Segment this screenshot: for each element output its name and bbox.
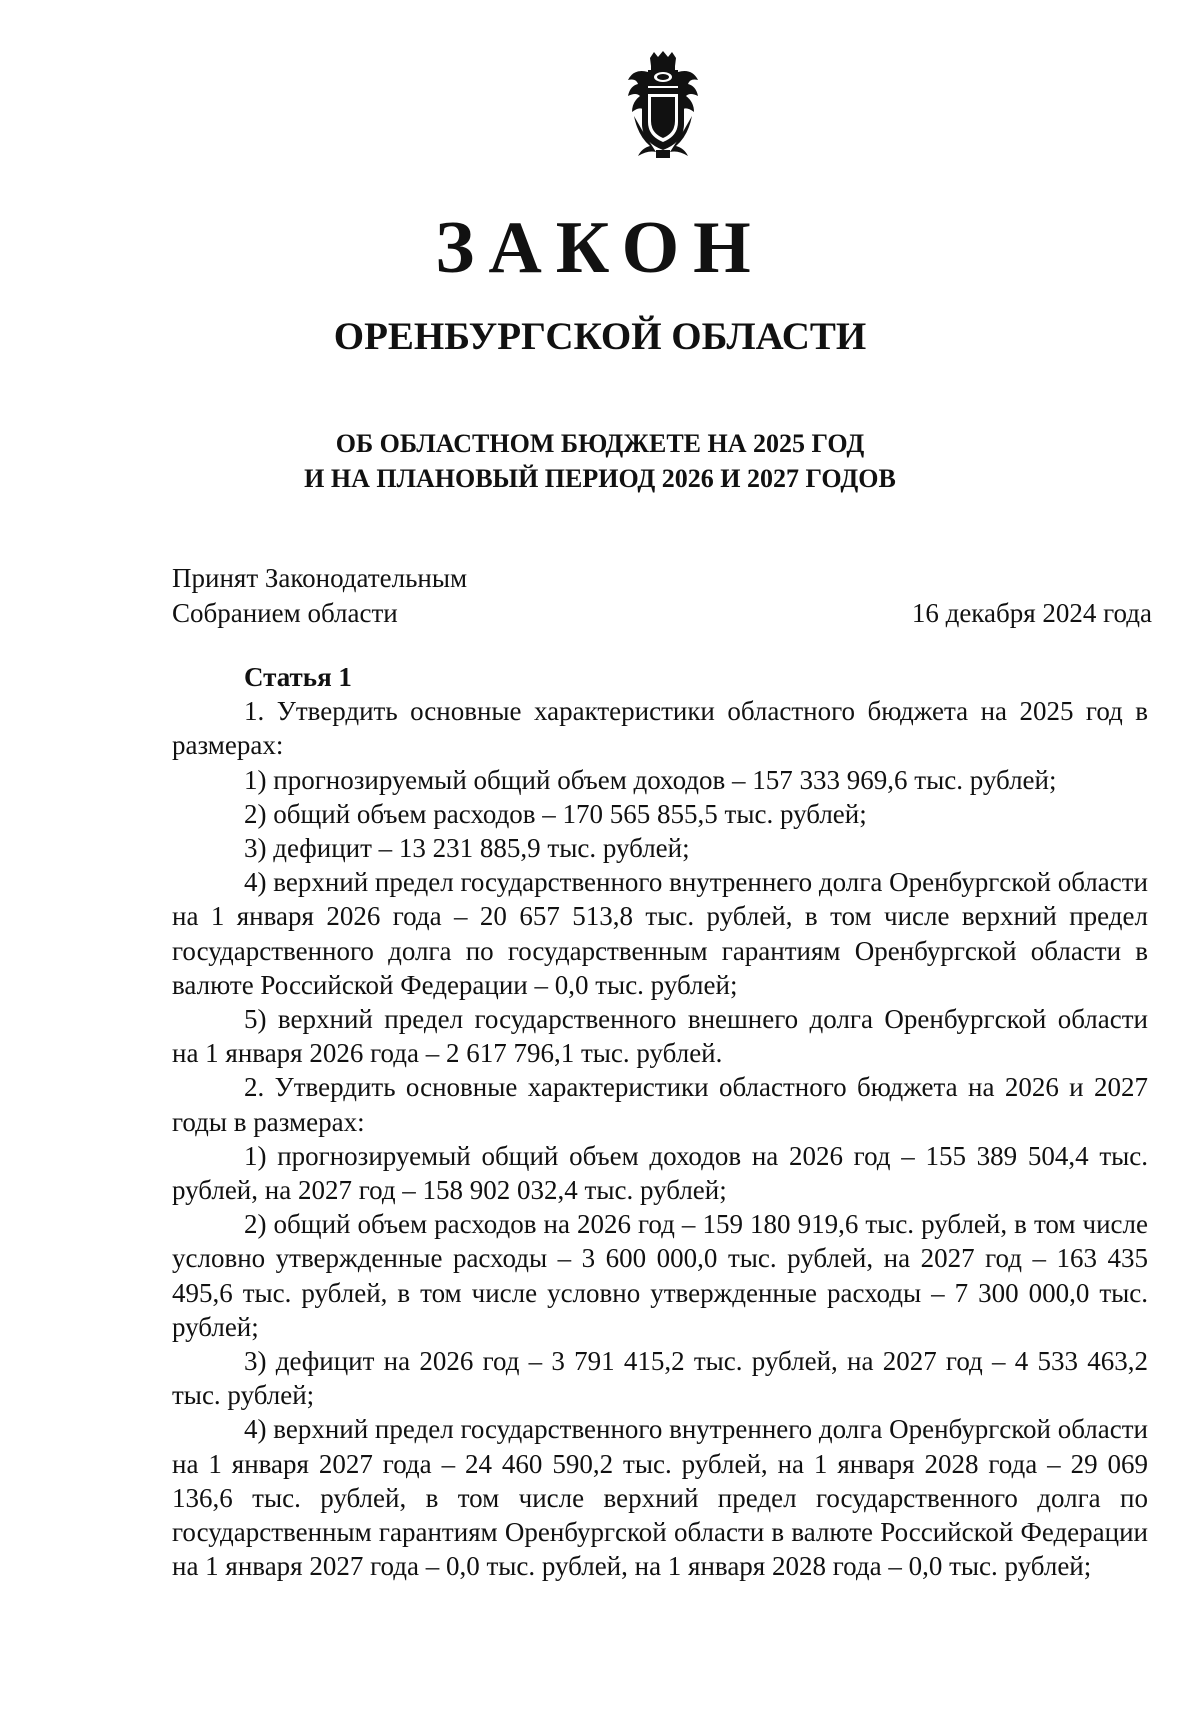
paragraph: 1) прогнозируемый общий объем доходов – 157 333 969,6 тыс. рублей; bbox=[244, 764, 1057, 795]
law-heading bbox=[0, 426, 1200, 496]
adopted-by-line-2: Собранием области bbox=[172, 598, 398, 628]
paragraph: 2) общий объем расходов – 170 565 855,5 тыс. рублей; bbox=[244, 798, 867, 829]
law-heading-line-1: ОБ ОБЛАСТНОМ БЮДЖЕТЕ НА 2025 ГОД bbox=[335, 429, 865, 458]
law-heading-line-2: И НА ПЛАНОВЫЙ ПЕРИОД 2026 И 2027 ГОДОВ bbox=[304, 464, 896, 493]
law-body bbox=[172, 660, 1148, 1583]
document-subtitle: ОРЕНБУРГСКОЙ ОБЛАСТИ bbox=[333, 315, 867, 358]
paragraph: 3) дефицит на 2026 год – 3 791 415,2 тыс. рублей, на 2027 год – 4 533 463,2 тыс. рублей; bbox=[172, 1346, 1148, 1411]
coat-of-arms-icon bbox=[620, 50, 706, 162]
paragraph: 2) общий объем расходов на 2026 год – 159 180 919,6 тыс. рублей, в том числе условно утвержденные расходы – 3 600 000,0 тыс. рублей, на 2027 год – 163 435 495,6 тыс. рублей, в том числе условно утвержденные расходы – 7 300 000,0 тыс. рублей; bbox=[172, 1209, 1148, 1342]
paragraph: 4) верхний предел государственного внутреннего долга Оренбургской области на 1 января 2026 года – 20 657 513,8 тыс. рублей, в том числе верхний предел государственного долга по государственным гарантиям Оренбургской области в валюте Российской Федерации – 0,0 тыс. рублей; bbox=[172, 867, 1148, 1000]
article-title: Статья 1 bbox=[244, 662, 352, 692]
paragraph: 3) дефицит – 13 231 885,9 тыс. рублей; bbox=[244, 833, 690, 864]
adoption-date: 16 декабря 2024 года bbox=[911, 598, 1152, 628]
paragraph: 5) верхний предел государственного внешнего долга Оренбургской области на 1 января 2026 года – 2 617 796,1 тыс. рублей. bbox=[172, 1004, 1148, 1069]
paragraph: 4) верхний предел государственного внутреннего долга Оренбургской области на 1 января 2027 года – 24 460 590,2 тыс. рублей, на 1 января 2028 года – 29 069 136,6 тыс. рублей, в том числе верхний предел государственного долга по государственным гарантиям Оренбургской области в валюте Российской Федерации на 1 января 2027 года – 0,0 тыс. рублей, на 1 января 2028 года – 0,0 тыс. рублей; bbox=[172, 1414, 1148, 1582]
paragraph: 1) прогнозируемый общий объем доходов на 2026 год – 155 389 504,4 тыс. рублей, на 2027 год – 158 902 032,4 тыс. рублей; bbox=[172, 1140, 1148, 1206]
document-title: ЗАКОН bbox=[435, 207, 765, 289]
paragraph: 2. Утвердить основные характеристики областного бюджета на 2026 и 2027 годы в размерах: bbox=[172, 1072, 1148, 1137]
adoption-block bbox=[172, 561, 1152, 631]
adopted-by-line-1: Принят Законодательным bbox=[172, 563, 468, 593]
paragraph: 1. Утвердить основные характеристики областного бюджета на 2025 год в размерах: bbox=[172, 696, 1148, 761]
